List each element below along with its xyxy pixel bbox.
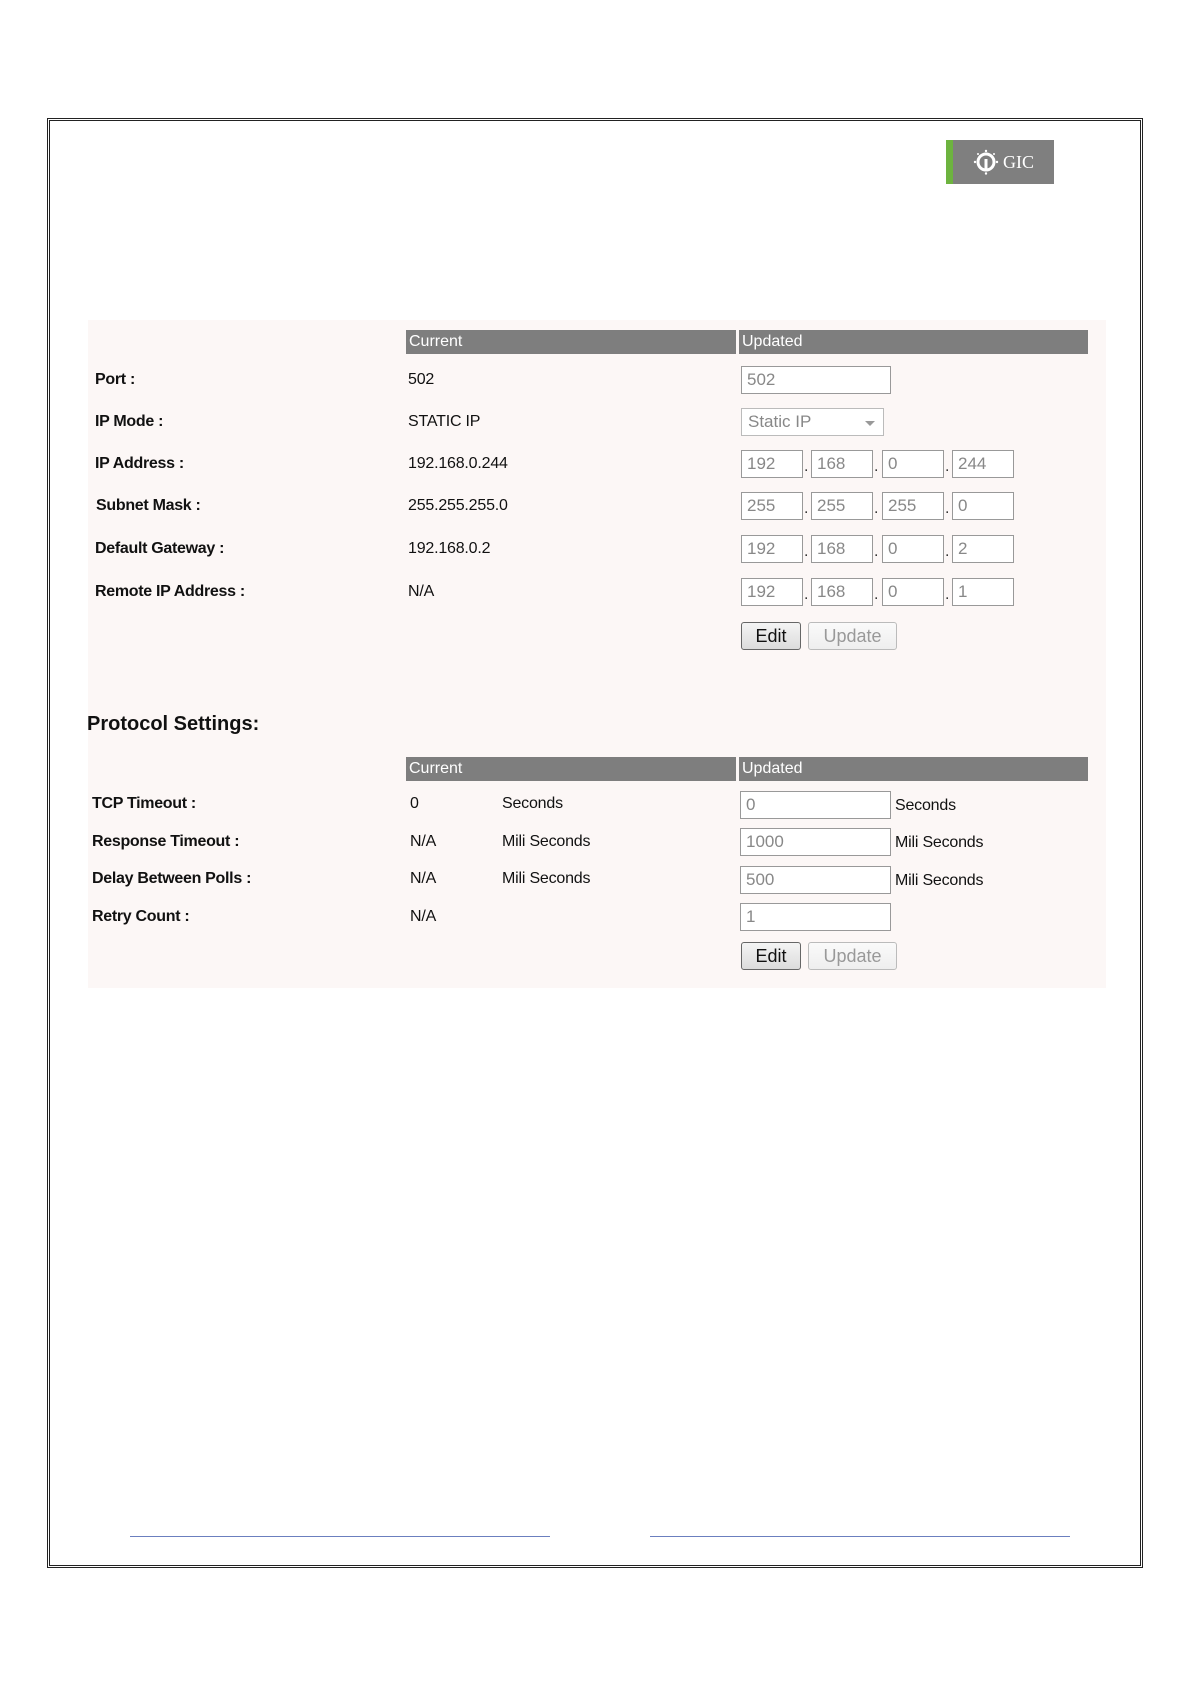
remote-ip-octet-1[interactable]: 192 bbox=[741, 578, 803, 606]
octet-separator: . bbox=[874, 458, 879, 475]
footer-line-left bbox=[130, 1536, 550, 1537]
network-edit-button[interactable]: Edit bbox=[741, 622, 801, 650]
tcp-timeout-input[interactable]: 0 bbox=[740, 791, 891, 819]
delay-between-polls-label: Delay Between Polls : bbox=[92, 870, 252, 887]
octet-separator: . bbox=[804, 458, 809, 475]
octet-separator: . bbox=[804, 586, 809, 603]
remote-ip-label: Remote IP Address : bbox=[95, 583, 245, 600]
octet-separator: . bbox=[945, 543, 950, 560]
octet-separator: . bbox=[874, 500, 879, 517]
remote-ip-octet-2[interactable]: 168 bbox=[811, 578, 873, 606]
protocol-edit-button[interactable]: Edit bbox=[741, 942, 801, 970]
footer-line-right bbox=[650, 1536, 1070, 1537]
default-gateway-octet-4[interactable]: 2 bbox=[952, 535, 1014, 563]
port-label: Port : bbox=[95, 371, 135, 388]
ip-mode-select[interactable] bbox=[741, 408, 884, 436]
remote-ip-octet-4[interactable]: 1 bbox=[952, 578, 1014, 606]
remote-ip-octet-3[interactable]: 0 bbox=[882, 578, 944, 606]
subnet-mask-octet-2[interactable]: 255 bbox=[811, 492, 873, 520]
octet-separator: . bbox=[874, 543, 879, 560]
port-current: 502 bbox=[408, 371, 435, 388]
response-timeout-label: Response Timeout : bbox=[92, 833, 240, 850]
ip-mode-current: STATIC IP bbox=[408, 413, 481, 430]
retry-count-label: Retry Count : bbox=[92, 908, 190, 925]
retry-count-current: N/A bbox=[410, 908, 437, 925]
default-gateway-current: 192.168.0.2 bbox=[408, 540, 491, 557]
logo-text: GIC bbox=[1003, 151, 1034, 172]
ip-address-octet-1[interactable]: 192 bbox=[741, 450, 803, 478]
network-header-current: Current bbox=[406, 330, 736, 354]
subnet-mask-label: Subnet Mask : bbox=[96, 497, 201, 514]
response-timeout-current: N/A bbox=[410, 833, 437, 850]
octet-separator: . bbox=[945, 458, 950, 475]
remote-ip-current: N/A bbox=[408, 583, 435, 600]
subnet-mask-current: 255.255.255.0 bbox=[408, 497, 508, 514]
subnet-mask-octet-1[interactable]: 255 bbox=[741, 492, 803, 520]
chevron-down-icon bbox=[865, 421, 875, 426]
ip-address-current: 192.168.0.244 bbox=[408, 455, 508, 472]
network-update-button[interactable]: Update bbox=[808, 622, 897, 650]
delay-between-polls-current-unit: Mili Seconds bbox=[502, 870, 591, 887]
ip-address-octet-2[interactable]: 168 bbox=[811, 450, 873, 478]
response-timeout-updated-unit: Mili Seconds bbox=[895, 834, 984, 851]
delay-between-polls-updated-unit: Mili Seconds bbox=[895, 872, 984, 889]
network-header-updated: Updated bbox=[739, 330, 1088, 354]
octet-separator: . bbox=[804, 500, 809, 517]
ip-address-octet-3[interactable]: 0 bbox=[882, 450, 944, 478]
protocol-header-current: Current bbox=[406, 757, 736, 781]
octet-separator: . bbox=[874, 586, 879, 603]
port-input[interactable]: 502 bbox=[741, 366, 891, 394]
default-gateway-octet-1[interactable]: 192 bbox=[741, 535, 803, 563]
retry-count-input[interactable]: 1 bbox=[740, 903, 891, 931]
default-gateway-octet-2[interactable]: 168 bbox=[811, 535, 873, 563]
company-logo bbox=[946, 140, 1054, 184]
tcp-timeout-label: TCP Timeout : bbox=[92, 795, 196, 812]
octet-separator: . bbox=[945, 586, 950, 603]
ip-mode-select-value: Static IP bbox=[748, 412, 812, 431]
response-timeout-input[interactable]: 1000 bbox=[740, 828, 891, 856]
ip-address-octet-4[interactable]: 244 bbox=[952, 450, 1014, 478]
ip-mode-label: IP Mode : bbox=[95, 413, 164, 430]
tcp-timeout-current-unit: Seconds bbox=[502, 795, 563, 812]
response-timeout-current-unit: Mili Seconds bbox=[502, 833, 591, 850]
octet-separator: . bbox=[945, 500, 950, 517]
tcp-timeout-updated-unit: Seconds bbox=[895, 797, 956, 814]
protocol-settings-title: Protocol Settings: bbox=[87, 713, 260, 735]
subnet-mask-octet-3[interactable]: 255 bbox=[882, 492, 944, 520]
gic-logo-icon bbox=[973, 149, 999, 175]
protocol-update-button[interactable]: Update bbox=[808, 942, 897, 970]
default-gateway-label: Default Gateway : bbox=[95, 540, 225, 557]
delay-between-polls-input[interactable]: 500 bbox=[740, 866, 891, 894]
subnet-mask-octet-4[interactable]: 0 bbox=[952, 492, 1014, 520]
default-gateway-octet-3[interactable]: 0 bbox=[882, 535, 944, 563]
octet-separator: . bbox=[804, 543, 809, 560]
protocol-header-updated: Updated bbox=[739, 757, 1088, 781]
ip-address-label: IP Address : bbox=[95, 455, 184, 472]
tcp-timeout-current: 0 bbox=[410, 795, 419, 812]
delay-between-polls-current: N/A bbox=[410, 870, 437, 887]
